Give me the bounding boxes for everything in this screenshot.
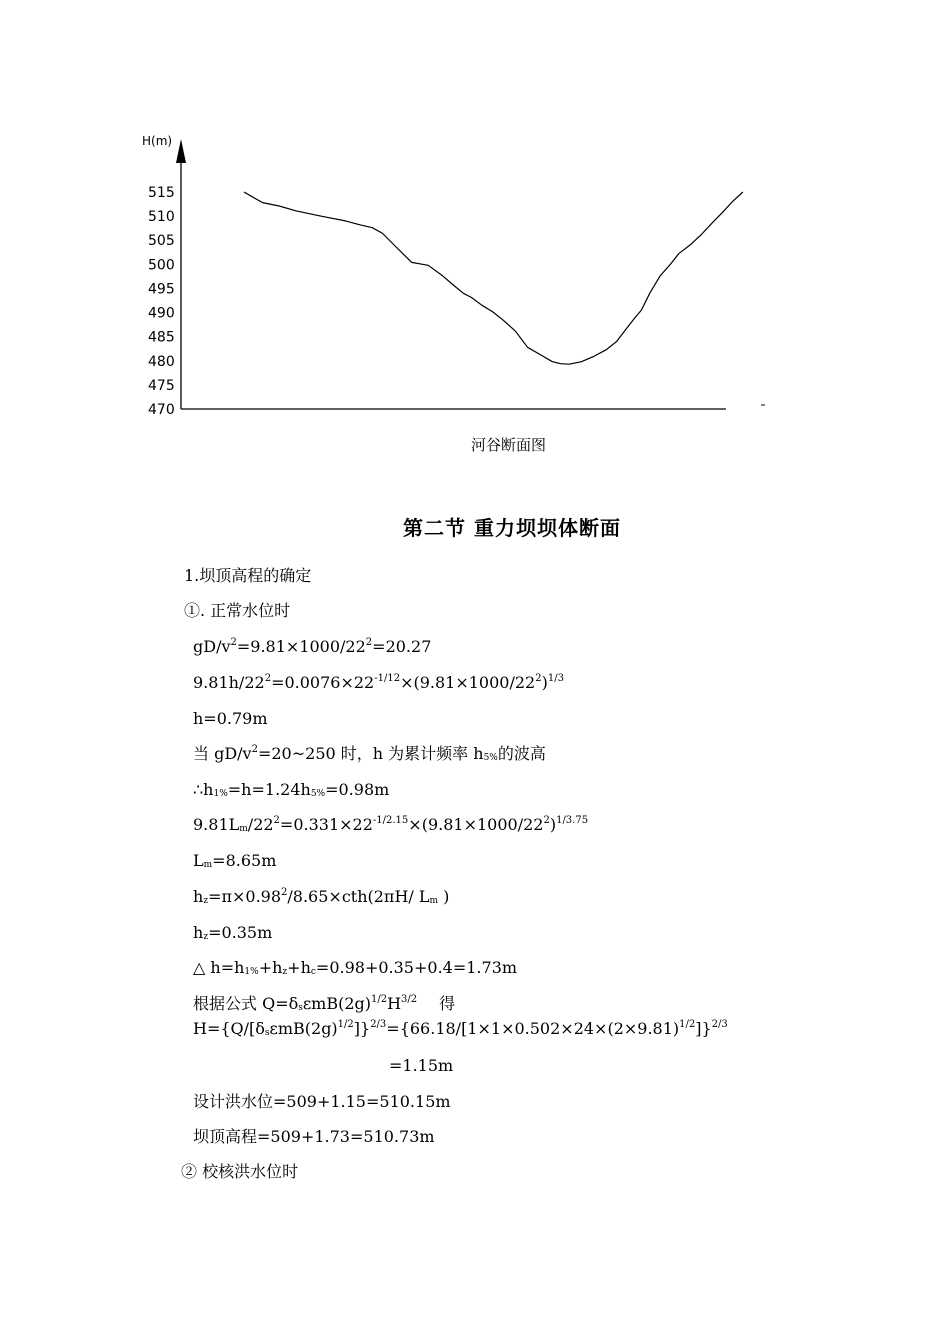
- formula-line: $\therefore h_{1\%}=h=1.24h_{5\%}=0.98m$: [193, 780, 390, 799]
- formula-line: 根据公式 $Q=\delta_s\varepsilon mB(2g)^{1/2}H^{3/2}$ 得: [193, 994, 456, 1013]
- y-tick-label: 480: [148, 353, 175, 370]
- valley-section-chart: [130, 125, 790, 425]
- y-tick-label: 500: [148, 257, 175, 274]
- section-title: 第二节 重力坝坝体断面: [403, 516, 621, 540]
- formula-line: $9.81h/22^2=0.0076\times 22^{-1/12}\times(9.81\times 1000/22^2)^{1/3}$: [193, 673, 564, 692]
- formula-line: $L_m=8.65m$: [193, 851, 277, 870]
- formula-line: =1.15m: [389, 1056, 454, 1075]
- formula-line: $9.81L_m/22^2=0.331\times 22^{-1/2.15}\times(9.81\times 1000/22^2)^{1/3.75}$: [193, 815, 589, 834]
- formula-line: $gD/v^2=9.81\times 1000/22^2=20.27$: [193, 637, 432, 656]
- y-axis-label: H(m): [142, 134, 173, 148]
- crest-elevation: 坝顶高程=509+1.73=510.73m: [193, 1127, 435, 1146]
- y-tick-label: 485: [148, 329, 175, 346]
- heading-normal-level: ①. 正常水位时: [184, 601, 291, 620]
- chart-caption: 河谷断面图: [471, 436, 547, 454]
- design-flood-level: 设计洪水位=509+1.15=510.15m: [193, 1092, 451, 1111]
- chart-axes: [176, 139, 765, 409]
- y-axis-arrow: [176, 139, 186, 163]
- valley-profile-line: [244, 192, 743, 364]
- y-tick-label: 490: [148, 305, 175, 322]
- formula-line: △ $h=h_{1\%}+h_z+h_c=0.98+0.35+0.4=1.73m$: [193, 958, 518, 977]
- formula-line: $h_z=0.35m$: [193, 923, 273, 942]
- y-tick-label: 495: [148, 281, 175, 298]
- chart-marks: [244, 192, 743, 364]
- formula-line: $h_z=\pi\times 0.98^2/8.65\times cth(2\pi H/$ $L_m$ ): [193, 887, 450, 906]
- heading-crest-elevation: 1.坝顶高程的确定: [184, 566, 312, 585]
- formula-line: 当 $gD/v^2=20\sim 250$ 时，h 为累计频率 $h_{5\%}$的波高: [193, 744, 546, 763]
- y-tick-label: 515: [148, 185, 175, 201]
- y-tick-label: 505: [148, 233, 175, 250]
- y-tick-label: 475: [148, 377, 175, 394]
- y-tick-label: 470: [148, 402, 175, 418]
- y-tick-labels: [142, 134, 175, 418]
- heading-check-flood: ② 校核洪水位时: [181, 1162, 299, 1181]
- formula-line: h=0.79m: [193, 709, 268, 728]
- y-tick-label: 510: [148, 209, 175, 226]
- formula-line: $H=\{Q/[\delta_s\varepsilon mB(2g)^{1/2}]\}^{2/3}=\{66.18/[1\times 1\times 0.502\times 24\times(2\times 9.81)^{1/2}]\}^{2/3}$: [193, 1019, 728, 1038]
